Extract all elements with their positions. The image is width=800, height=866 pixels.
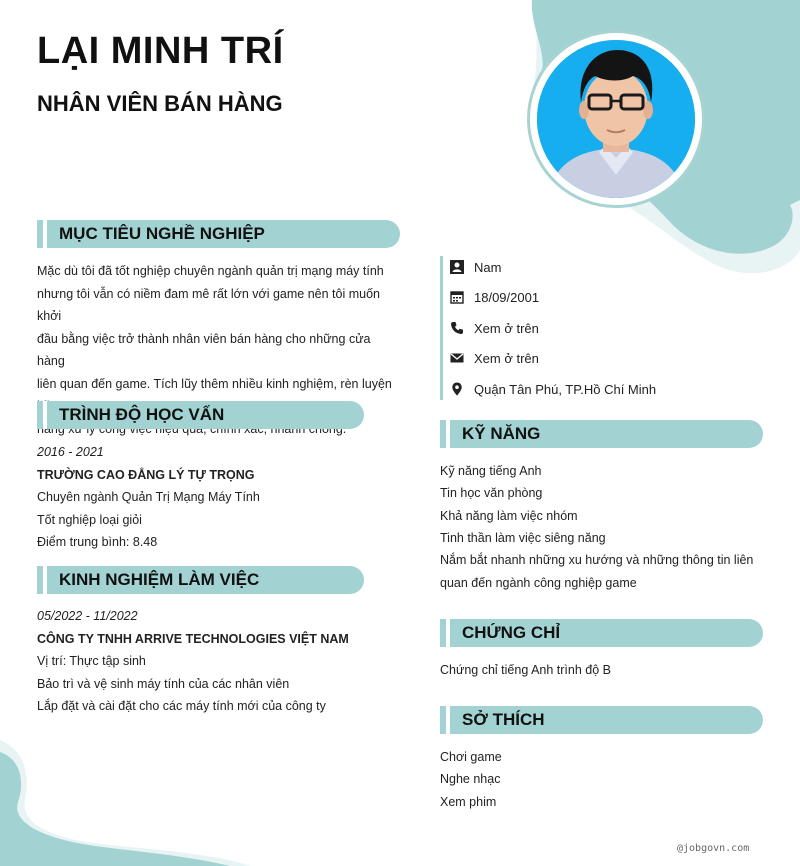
skill-item: Khả năng làm việc nhóm [440,509,578,523]
section-header-skills [440,420,763,448]
section-header-objective [37,220,400,248]
objective-line: Mặc dù tôi đã tốt nghiệp chuyên ngành quản trị mạng máy tính [37,264,384,278]
experience-block [37,605,417,718]
hobby-item: Chơi game [440,750,502,764]
contact-value: 18/09/2001 [474,289,540,305]
section-header-education [37,401,364,429]
experience-company: CÔNG TY TNHH ARRIVE TECHNOLOGIES VIỆT NAM [37,631,349,646]
objective-line: đầu bằng việc trở thành nhân viên bán hàng cho những cửa hàng [37,331,371,368]
contact-value: Nam [474,259,502,275]
section-title: MỤC TIÊU NGHỀ NGHIỆP [59,224,265,243]
education-detail: Điểm trung bình: 8.48 [37,535,158,549]
candidate-role: NHÂN VIÊN BÁN HÀNG [37,91,283,116]
certificate-item: Chứng chỉ tiếng Anh trình độ B [440,663,611,677]
contact-birthday [450,287,539,307]
contact-value: Quận Tân Phú, TP.Hồ Chí Minh [474,381,657,397]
section-header-certificates [440,619,763,647]
portrait-illustration [537,40,695,198]
experience-detail: Vị trí: Thực tập sinh [37,654,146,668]
objective-line: liên quan đến game. Tích lũy thêm nhiều kinh nghiệm, rèn luyện [37,376,392,391]
contact-accent-line [440,256,443,400]
person-icon [450,260,464,274]
candidate-name: LẠI MINH TRÍ [37,30,284,72]
calendar-icon [450,290,464,304]
section-title: KỸ NĂNG [462,424,541,443]
education-period: 2016 - 2021 [37,445,104,459]
section-title: SỞ THÍCH [462,710,545,729]
section-header-hobbies [440,706,763,734]
contact-value: Xem ở trên [474,320,539,336]
contact-address [450,379,656,399]
education-school: TRƯỜNG CAO ĐẲNG LÝ TỰ TRỌNG [37,467,255,482]
skill-item: Nắm bắt nhanh những xu hướng và những thông tin liên [440,553,754,567]
section-title: CHỨNG CHỈ [462,623,561,642]
education-detail: Tốt nghiệp loại giỏi [37,512,142,527]
education-detail: Chuyên ngành Quản Trị Mạng Máy Tính [37,490,260,504]
experience-period: 05/2022 - 11/2022 [37,609,138,623]
experience-detail: Lắp đặt và cài đặt cho các máy tính mới của công ty [37,699,326,713]
hobby-item: Nghe nhạc [440,772,501,786]
section-header-experience [37,566,364,594]
profile-photo-frame [527,30,705,208]
bottom-left-blob-decoration [0,740,260,866]
section-title: KINH NGHIỆM LÀM VIỆC [59,570,260,589]
skill-item: Tinh thần làm việc siêng năng [440,531,606,545]
skill-item: Tin học văn phòng [440,486,543,500]
hobby-item: Xem phim [440,795,497,809]
profile-photo [537,40,695,198]
objective-line: nhưng tôi vẫn có niềm đam mê rất lớn với game nên tôi muốn khởi [37,286,380,323]
skill-item: quan đến ngành công nghiệp game [440,576,637,590]
skill-item: Kỹ năng tiếng Anh [440,464,542,478]
contact-phone [450,318,539,338]
contact-value: Xem ở trên [474,350,539,366]
contact-email [450,348,539,368]
phone-icon [450,321,464,335]
email-icon [450,351,464,365]
location-pin-icon [450,382,464,396]
watermark-text: @jobgovn.com [677,843,750,854]
education-block [37,441,397,554]
contact-gender [450,257,501,277]
experience-detail: Bảo trì và vệ sinh máy tính của các nhân viên [37,676,290,691]
section-title: TRÌNH ĐỘ HỌC VẤN [59,405,225,424]
